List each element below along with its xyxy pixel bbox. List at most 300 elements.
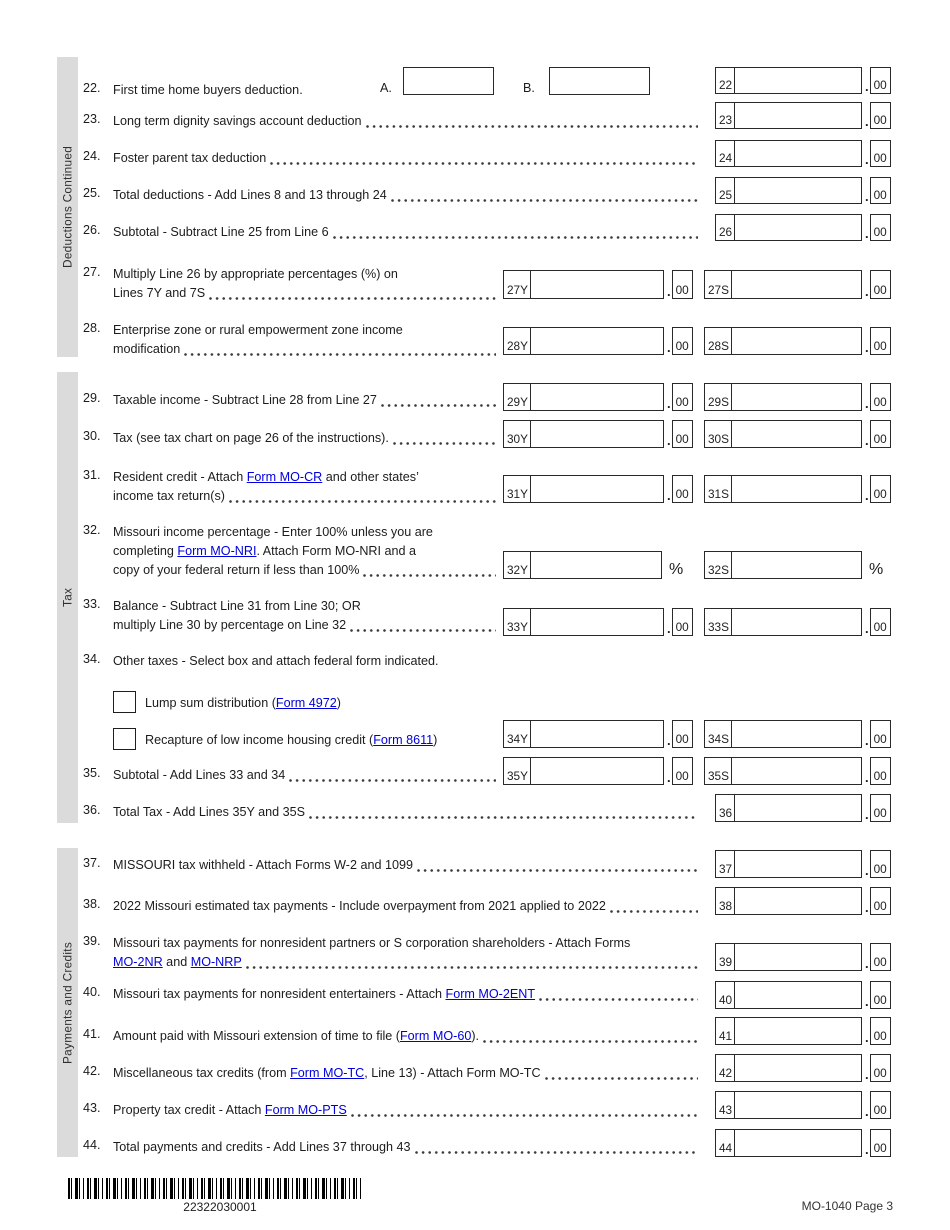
decimal-point: . bbox=[865, 1067, 869, 1082]
line28-text bbox=[113, 321, 498, 359]
decimal-point: . bbox=[865, 396, 869, 411]
decimal-point: . bbox=[865, 226, 869, 241]
line22-box-b[interactable] bbox=[549, 67, 650, 95]
field-38 bbox=[715, 887, 891, 915]
field-37-cents: 00 bbox=[870, 850, 891, 878]
field-34s bbox=[704, 720, 891, 748]
decimal-point: . bbox=[865, 189, 869, 204]
line41-label bbox=[113, 1027, 479, 1046]
line35-number: 35. bbox=[83, 766, 101, 780]
field-24-label: 24 bbox=[716, 141, 735, 166]
decimal-point: . bbox=[865, 770, 869, 785]
dotted-leader bbox=[415, 1151, 698, 1154]
field-41-input[interactable] bbox=[735, 1018, 861, 1044]
field-44-cents: 00 bbox=[870, 1129, 891, 1157]
line35-text bbox=[113, 766, 498, 785]
line41-text bbox=[113, 1027, 700, 1046]
field-30s-cents: 00 bbox=[870, 420, 891, 448]
line36-number: 36. bbox=[83, 803, 101, 817]
dotted-leader bbox=[545, 1077, 698, 1080]
field-27y-label: 27Y bbox=[504, 271, 531, 298]
line22-box-a[interactable] bbox=[403, 67, 494, 95]
field-23-label: 23 bbox=[716, 103, 735, 128]
field-29s bbox=[704, 383, 891, 411]
field-42-cents: 00 bbox=[870, 1054, 891, 1082]
checkbox-recapture-low-income-housing[interactable] bbox=[113, 728, 136, 750]
link-form-8611[interactable]: Form 8611 bbox=[373, 733, 434, 747]
field-27s-label: 27S bbox=[705, 271, 732, 298]
field-34y-cents: 00 bbox=[672, 720, 693, 748]
line43-label bbox=[113, 1101, 347, 1120]
field-30y-cents: 00 bbox=[672, 420, 693, 448]
decimal-point: . bbox=[865, 863, 869, 878]
decimal-point: . bbox=[865, 152, 869, 167]
decimal-point: . bbox=[865, 1142, 869, 1157]
line33-text bbox=[113, 597, 498, 635]
link-form-4972[interactable]: Form 4972 bbox=[275, 696, 337, 710]
line32-text-3 bbox=[113, 561, 498, 580]
line32-seg1: completing bbox=[113, 544, 178, 558]
section-label-deductions-continued: Deductions Continued bbox=[60, 145, 75, 269]
line26-text bbox=[113, 223, 700, 242]
line23-number: 23. bbox=[83, 112, 101, 126]
dotted-leader bbox=[366, 125, 698, 128]
line34-option1-seg1: Lump sum distribution ( bbox=[145, 696, 276, 710]
link-mo-nrp[interactable]: MO-NRP bbox=[190, 955, 242, 969]
field-35s-input[interactable] bbox=[732, 758, 861, 784]
dotted-leader bbox=[610, 910, 698, 913]
percent-sign: % bbox=[869, 561, 884, 578]
line34-option1-text bbox=[145, 694, 341, 713]
field-34y-label: 34Y bbox=[504, 721, 531, 747]
line38-label: 2022 Missouri estimated tax payments - Include overpayment from 2021 applied to 2022 bbox=[113, 899, 606, 913]
line31-text-1 bbox=[113, 468, 498, 487]
field-34s-label: 34S bbox=[705, 721, 732, 747]
line43-seg1: Property tax credit - Attach bbox=[113, 1103, 265, 1117]
field-44-input[interactable] bbox=[735, 1130, 861, 1156]
link-form-mo-2ent[interactable]: Form MO-2ENT bbox=[445, 987, 536, 1001]
dotted-leader bbox=[393, 442, 496, 445]
field-25-label: 25 bbox=[716, 178, 735, 203]
field-28s bbox=[704, 327, 891, 355]
line42-seg2: , Line 13) - Attach Form MO-TC bbox=[364, 1066, 541, 1080]
field-22-input[interactable] bbox=[735, 68, 861, 93]
field-39-cents: 00 bbox=[870, 943, 891, 971]
decimal-point: . bbox=[667, 488, 671, 503]
line26-label: Subtotal - Subtract Line 25 from Line 6 bbox=[113, 225, 329, 239]
line31-number: 31. bbox=[83, 468, 101, 482]
field-40-input[interactable] bbox=[735, 982, 861, 1008]
field-36-label: 36 bbox=[716, 795, 735, 821]
line42-text bbox=[113, 1064, 700, 1083]
field-41-label: 41 bbox=[716, 1018, 735, 1044]
line28-label-2: modification bbox=[113, 342, 181, 356]
line26-number: 26. bbox=[83, 223, 101, 237]
link-form-mo-nri[interactable]: Form MO-NRI bbox=[177, 544, 257, 558]
decimal-point: . bbox=[865, 1030, 869, 1045]
decimal-point: . bbox=[865, 956, 869, 971]
field-28s-cents: 00 bbox=[870, 327, 891, 355]
field-24-cents: 00 bbox=[870, 140, 891, 167]
field-28y-label: 28Y bbox=[504, 328, 531, 354]
line35-label: Subtotal - Add Lines 33 and 34 bbox=[113, 768, 286, 782]
field-31y-cents: 00 bbox=[672, 475, 693, 503]
field-27s bbox=[704, 270, 891, 299]
field-28y-cents: 00 bbox=[672, 327, 693, 355]
line30-number: 30. bbox=[83, 429, 101, 443]
line44-number: 44. bbox=[83, 1138, 101, 1152]
section-label-payments-and-credits: Payments and Credits bbox=[60, 941, 75, 1064]
link-form-mo-cr[interactable]: Form MO-CR bbox=[246, 470, 323, 484]
line32-text bbox=[113, 523, 498, 580]
decimal-point: . bbox=[865, 488, 869, 503]
line32-seg2: . Attach Form MO-NRI and a bbox=[256, 544, 417, 558]
line42-label bbox=[113, 1064, 541, 1083]
line23-label: Long term dignity savings account deduction bbox=[113, 114, 362, 128]
decimal-point: . bbox=[865, 900, 869, 915]
field-32s bbox=[704, 551, 883, 579]
field-33y-input[interactable] bbox=[531, 609, 663, 635]
line31-text bbox=[113, 468, 498, 506]
field-33y bbox=[503, 608, 693, 636]
dotted-leader bbox=[351, 1114, 698, 1117]
line43-text bbox=[113, 1101, 700, 1120]
field-27y-cents: 00 bbox=[672, 270, 693, 299]
field-27y-input[interactable] bbox=[531, 271, 663, 298]
line27-number: 27. bbox=[83, 265, 101, 279]
field-39-label: 39 bbox=[716, 944, 735, 970]
decimal-point: . bbox=[667, 770, 671, 785]
field-36-input[interactable] bbox=[735, 795, 861, 821]
field-33s-label: 33S bbox=[705, 609, 732, 635]
line34-option2-seg2: ) bbox=[433, 733, 438, 747]
field-26-label: 26 bbox=[716, 215, 735, 240]
field-25-cents: 00 bbox=[870, 177, 891, 204]
dotted-leader bbox=[289, 779, 496, 782]
field-29y-input[interactable] bbox=[531, 384, 663, 410]
field-22-cents: 00 bbox=[870, 67, 891, 94]
field-41-cents: 00 bbox=[870, 1017, 891, 1045]
field-35y bbox=[503, 757, 693, 785]
dotted-leader bbox=[417, 869, 698, 872]
line29-number: 29. bbox=[83, 391, 101, 405]
field-31y-label: 31Y bbox=[504, 476, 531, 502]
field-40-label: 40 bbox=[716, 982, 735, 1008]
field-27y bbox=[503, 270, 693, 299]
field-27s-cents: 00 bbox=[870, 270, 891, 299]
line40-number: 40. bbox=[83, 985, 101, 999]
dotted-leader bbox=[184, 353, 496, 356]
line31-text-2 bbox=[113, 487, 498, 506]
field-30s bbox=[704, 420, 891, 448]
line34-number: 34. bbox=[83, 652, 101, 666]
field-34y bbox=[503, 720, 693, 748]
dotted-leader bbox=[350, 629, 496, 632]
line24-text bbox=[113, 149, 700, 168]
line25-number: 25. bbox=[83, 186, 101, 200]
line38-text bbox=[113, 897, 700, 916]
decimal-point: . bbox=[865, 340, 869, 355]
field-43 bbox=[715, 1091, 891, 1119]
field-30y-label: 30Y bbox=[504, 421, 531, 447]
field-31s bbox=[704, 475, 891, 503]
line44-text bbox=[113, 1138, 700, 1157]
field-31y-input[interactable] bbox=[531, 476, 663, 502]
dotted-leader bbox=[363, 574, 496, 577]
barcode-number: 22322030001 bbox=[183, 1200, 257, 1214]
field-29y-cents: 00 bbox=[672, 383, 693, 411]
decimal-point: . bbox=[865, 1104, 869, 1119]
field-30y-input[interactable] bbox=[531, 421, 663, 447]
decimal-point: . bbox=[865, 79, 869, 94]
line37-number: 37. bbox=[83, 856, 101, 870]
field-33s-input[interactable] bbox=[732, 609, 861, 635]
field-34s-cents: 00 bbox=[870, 720, 891, 748]
dotted-leader bbox=[246, 966, 698, 969]
line40-text bbox=[113, 985, 700, 1004]
line41-number: 41. bbox=[83, 1027, 101, 1041]
field-25-input[interactable] bbox=[735, 178, 861, 203]
line24-label: Foster parent tax deduction bbox=[113, 151, 267, 165]
line25-label: Total deductions - Add Lines 8 and 13 through 24 bbox=[113, 188, 387, 202]
line28-text-1: Enterprise zone or rural empowerment zone income bbox=[113, 323, 403, 337]
field-29s-cents: 00 bbox=[870, 383, 891, 411]
line32-text-2 bbox=[113, 542, 498, 561]
field-28s-label: 28S bbox=[705, 328, 732, 354]
decimal-point: . bbox=[865, 994, 869, 1009]
field-38-label: 38 bbox=[716, 888, 735, 914]
decimal-point: . bbox=[865, 807, 869, 822]
field-32y-input[interactable] bbox=[531, 552, 661, 578]
percent-sign: % bbox=[669, 561, 684, 578]
field-35s-label: 35S bbox=[705, 758, 732, 784]
field-24-input[interactable] bbox=[735, 141, 861, 166]
dotted-leader bbox=[483, 1040, 698, 1043]
dotted-leader bbox=[391, 199, 698, 202]
line34-option2-seg1: Recapture of low income housing credit ( bbox=[145, 733, 374, 747]
decimal-point: . bbox=[667, 396, 671, 411]
field-43-cents: 00 bbox=[870, 1091, 891, 1119]
line33-number: 33. bbox=[83, 597, 101, 611]
link-mo-2nr[interactable]: MO-2NR bbox=[113, 955, 163, 969]
dotted-leader bbox=[229, 500, 496, 503]
field-32y-label: 32Y bbox=[504, 552, 531, 578]
field-38-input[interactable] bbox=[735, 888, 861, 914]
line31-seg1: Resident credit - Attach bbox=[113, 470, 247, 484]
field-38-cents: 00 bbox=[870, 887, 891, 915]
field-29s-input[interactable] bbox=[732, 384, 861, 410]
line39-text-1: Missouri tax payments for nonresident partners or S corporation shareholders - Attach Forms bbox=[113, 936, 631, 950]
line30-label: Tax (see tax chart on page 26 of the instructions). bbox=[113, 431, 389, 445]
line30-text bbox=[113, 429, 498, 448]
line34-text: Other taxes - Select box and attach federal form indicated. bbox=[113, 654, 439, 668]
field-36-cents: 00 bbox=[870, 794, 891, 822]
line28-text-2 bbox=[113, 340, 498, 359]
line33-label-2: multiply Line 30 by percentage on Line 32 bbox=[113, 618, 347, 632]
field-42-input[interactable] bbox=[735, 1055, 861, 1081]
line34-option1-seg2: ) bbox=[336, 696, 341, 710]
line25-text bbox=[113, 186, 700, 205]
field-22 bbox=[715, 67, 891, 94]
field-44 bbox=[715, 1129, 891, 1157]
field-32y bbox=[503, 551, 683, 579]
field-35s bbox=[704, 757, 891, 785]
line39-mid: and bbox=[162, 955, 191, 969]
field-35s-cents: 00 bbox=[870, 757, 891, 785]
field-23-input[interactable] bbox=[735, 103, 861, 128]
field-37 bbox=[715, 850, 891, 878]
line22-text: First time home buyers deduction. bbox=[113, 83, 303, 97]
line32-label-3: copy of your federal return if less than 100% bbox=[113, 563, 360, 577]
field-30y bbox=[503, 420, 693, 448]
line41-seg1: Amount paid with Missouri extension of time to file ( bbox=[113, 1029, 400, 1043]
page-label: MO-1040 Page 3 bbox=[801, 1199, 893, 1213]
line39-text-2 bbox=[113, 953, 700, 972]
decimal-point: . bbox=[667, 433, 671, 448]
line32-number: 32. bbox=[83, 523, 101, 537]
field-37-input[interactable] bbox=[735, 851, 861, 877]
line27-text-2 bbox=[113, 284, 498, 303]
field-23 bbox=[715, 102, 891, 129]
line31-seg2: and other states’ bbox=[322, 470, 419, 484]
field-31s-cents: 00 bbox=[870, 475, 891, 503]
field-33y-label: 33Y bbox=[504, 609, 531, 635]
dotted-leader bbox=[309, 816, 698, 819]
decimal-point: . bbox=[865, 114, 869, 129]
line36-label: Total Tax - Add Lines 35Y and 35S bbox=[113, 805, 306, 819]
field-23-cents: 00 bbox=[870, 102, 891, 129]
section-label-tax: Tax bbox=[60, 587, 75, 608]
dotted-leader bbox=[209, 297, 496, 300]
line36-text bbox=[113, 803, 700, 822]
line33-text-1: Balance - Subtract Line 31 from Line 30; OR bbox=[113, 599, 361, 613]
line23-text bbox=[113, 112, 700, 131]
link-form-mo-pts[interactable]: Form MO-PTS bbox=[264, 1103, 347, 1117]
field-31s-input[interactable] bbox=[732, 476, 861, 502]
line22-a-label: A. bbox=[380, 81, 392, 95]
field-22-label: 22 bbox=[716, 68, 735, 93]
decimal-point: . bbox=[667, 284, 671, 299]
field-29y-label: 29Y bbox=[504, 384, 531, 410]
field-42-label: 42 bbox=[716, 1055, 735, 1081]
field-33y-cents: 00 bbox=[672, 608, 693, 636]
decimal-point: . bbox=[865, 284, 869, 299]
decimal-point: . bbox=[865, 621, 869, 636]
field-28s-input[interactable] bbox=[732, 328, 861, 354]
field-31s-label: 31S bbox=[705, 476, 732, 502]
field-24 bbox=[715, 140, 891, 167]
line32-text-1: Missouri income percentage - Enter 100% unless you are bbox=[113, 525, 433, 539]
section-bar-payments-and-credits bbox=[57, 848, 78, 1157]
line37-text bbox=[113, 856, 700, 875]
line44-label: Total payments and credits - Add Lines 37 through 43 bbox=[113, 1140, 411, 1154]
line43-number: 43. bbox=[83, 1101, 101, 1115]
field-30s-label: 30S bbox=[705, 421, 732, 447]
field-26 bbox=[715, 214, 891, 241]
field-36 bbox=[715, 794, 891, 822]
line39-links bbox=[113, 953, 242, 972]
line39-number: 39. bbox=[83, 934, 101, 948]
field-37-label: 37 bbox=[716, 851, 735, 877]
line37-label: MISSOURI tax withheld - Attach Forms W-2 and 1099 bbox=[113, 858, 414, 872]
line38-number: 38. bbox=[83, 897, 101, 911]
field-34y-input[interactable] bbox=[531, 721, 663, 747]
line42-number: 42. bbox=[83, 1064, 101, 1078]
field-27s-input[interactable] bbox=[732, 271, 861, 298]
line27-label-2: Lines 7Y and 7S bbox=[113, 286, 206, 300]
line31-label-2: income tax return(s) bbox=[113, 489, 225, 503]
field-26-cents: 00 bbox=[870, 214, 891, 241]
field-39-input[interactable] bbox=[735, 944, 861, 970]
line27-text bbox=[113, 265, 498, 303]
section-bar-tax bbox=[57, 372, 78, 823]
section-bar-deductions-continued bbox=[57, 57, 78, 357]
field-43-label: 43 bbox=[716, 1092, 735, 1118]
field-42 bbox=[715, 1054, 891, 1082]
field-30s-input[interactable] bbox=[732, 421, 861, 447]
link-form-mo-60[interactable]: Form MO-60 bbox=[399, 1029, 472, 1043]
link-form-mo-tc[interactable]: Form MO-TC bbox=[290, 1066, 365, 1080]
field-40 bbox=[715, 981, 891, 1009]
field-41 bbox=[715, 1017, 891, 1045]
decimal-point: . bbox=[667, 621, 671, 636]
dotted-leader bbox=[381, 404, 496, 407]
line28-number: 28. bbox=[83, 321, 101, 335]
field-29y bbox=[503, 383, 693, 411]
field-35y-input[interactable] bbox=[531, 758, 663, 784]
line34-option2-text bbox=[145, 731, 437, 750]
field-43-input[interactable] bbox=[735, 1092, 861, 1118]
checkbox-lump-sum-distribution[interactable] bbox=[113, 691, 136, 713]
line41-seg2: ). bbox=[471, 1029, 480, 1043]
decimal-point: . bbox=[865, 733, 869, 748]
field-35y-label: 35Y bbox=[504, 758, 531, 784]
field-44-label: 44 bbox=[716, 1130, 735, 1156]
dotted-leader bbox=[270, 162, 698, 165]
line39-text bbox=[113, 934, 700, 972]
field-26-input[interactable] bbox=[735, 215, 861, 240]
field-32s-input[interactable] bbox=[732, 552, 861, 578]
field-39 bbox=[715, 943, 891, 971]
line40-seg1: Missouri tax payments for nonresident entertainers - Attach bbox=[113, 987, 446, 1001]
field-31y bbox=[503, 475, 693, 503]
line42-seg1: Miscellaneous tax credits (from bbox=[113, 1066, 291, 1080]
field-34s-input[interactable] bbox=[732, 721, 861, 747]
field-33s-cents: 00 bbox=[870, 608, 891, 636]
field-29s-label: 29S bbox=[705, 384, 732, 410]
field-25 bbox=[715, 177, 891, 204]
dotted-leader bbox=[539, 998, 698, 1001]
line22-b-label: B. bbox=[523, 81, 535, 95]
line24-number: 24. bbox=[83, 149, 101, 163]
field-32s-label: 32S bbox=[705, 552, 732, 578]
field-28y bbox=[503, 327, 693, 355]
line27-text-1: Multiply Line 26 by appropriate percentages (%) on bbox=[113, 267, 398, 281]
line40-label bbox=[113, 985, 535, 1004]
barcode bbox=[68, 1178, 361, 1199]
field-35y-cents: 00 bbox=[672, 757, 693, 785]
field-33s bbox=[704, 608, 891, 636]
decimal-point: . bbox=[667, 340, 671, 355]
decimal-point: . bbox=[865, 433, 869, 448]
field-40-cents: 00 bbox=[870, 981, 891, 1009]
line33-text-2 bbox=[113, 616, 498, 635]
line29-label: Taxable income - Subtract Line 28 from Line 27 bbox=[113, 393, 377, 407]
field-28y-input[interactable] bbox=[531, 328, 663, 354]
line22-number: 22. bbox=[83, 81, 101, 95]
decimal-point: . bbox=[667, 733, 671, 748]
dotted-leader bbox=[333, 236, 698, 239]
